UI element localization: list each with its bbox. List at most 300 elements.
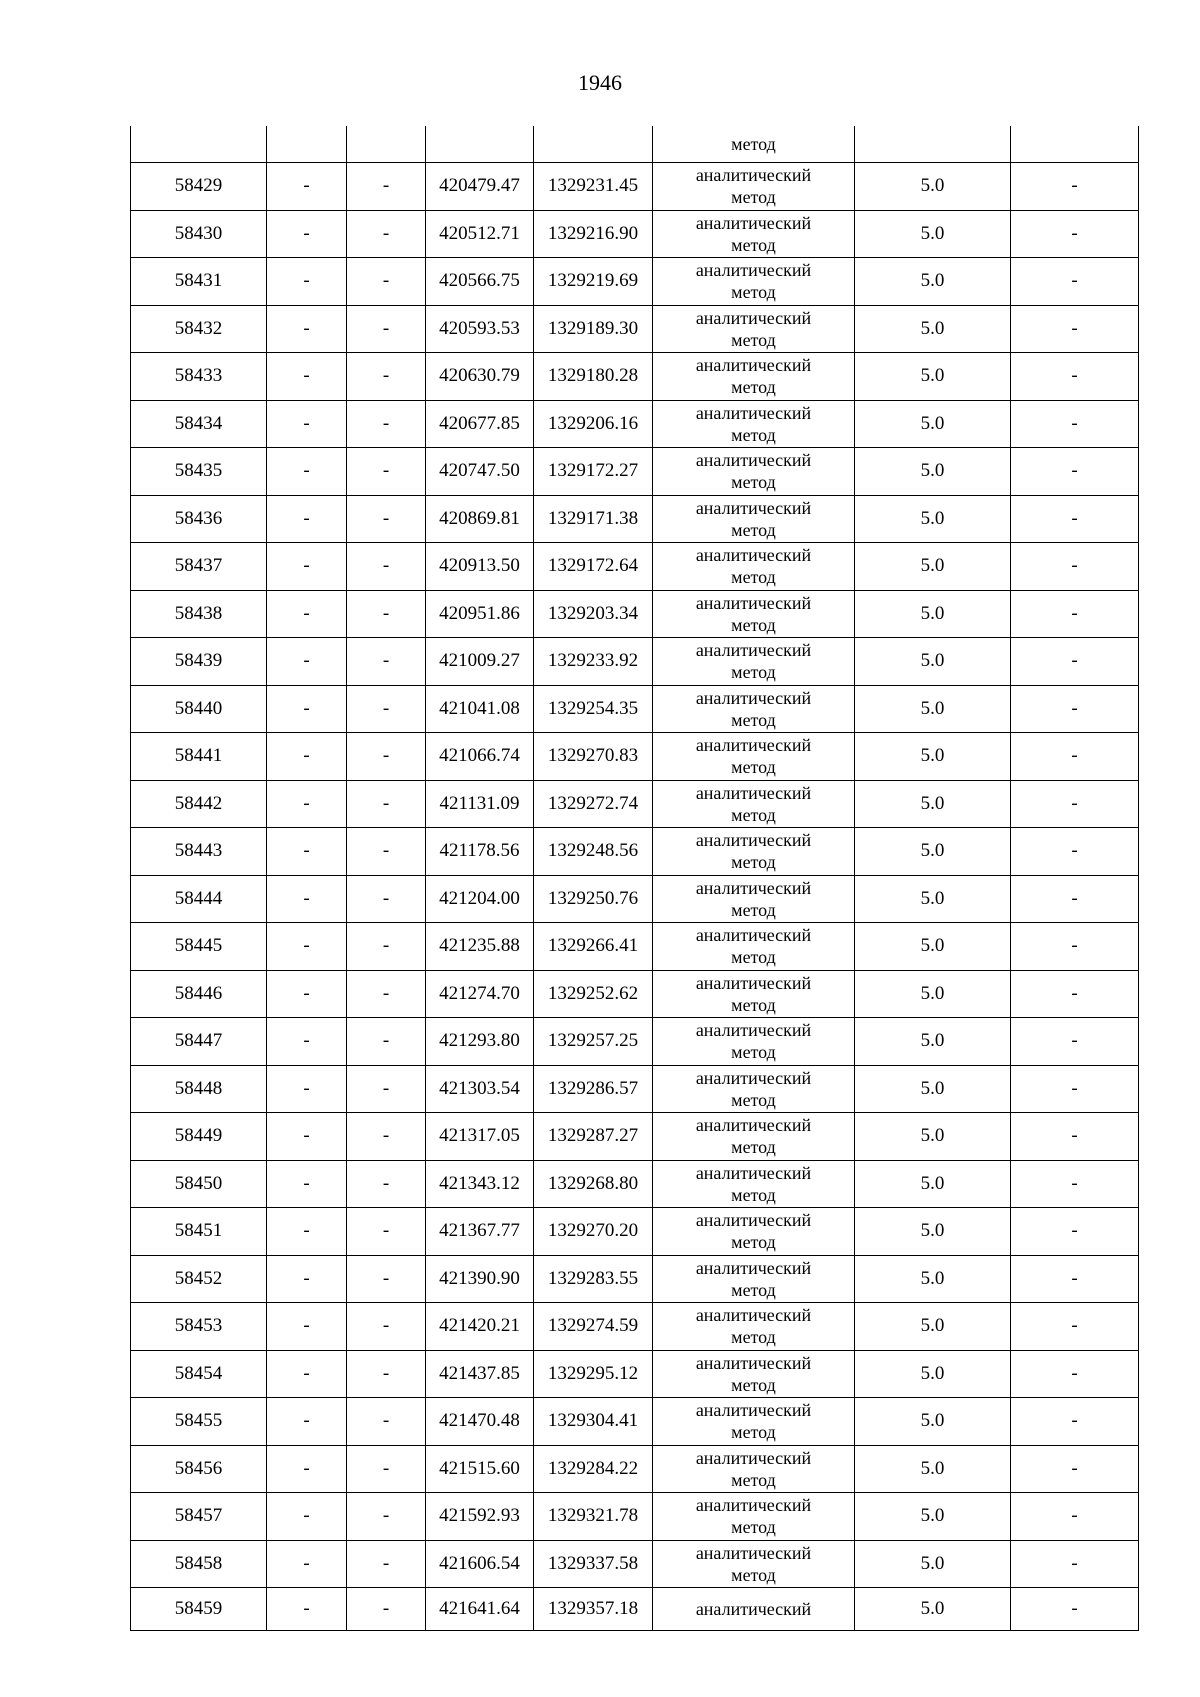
table-row — [131, 1445, 1139, 1493]
point-number-cell: 58429 — [131, 163, 267, 211]
dash-cell: - — [347, 875, 426, 923]
method-line-2: метод — [731, 662, 776, 683]
dash-cell: - — [267, 400, 347, 448]
dash-cell: - — [267, 1113, 347, 1161]
dash-cell: - — [267, 923, 347, 971]
x-coordinate-cell: 421606.54 — [426, 1540, 534, 1588]
method-cell: метод — [653, 126, 855, 163]
method-line-2: метод — [731, 1089, 776, 1110]
method-line-1: аналитический — [695, 687, 812, 708]
dash-cell: - — [1011, 353, 1139, 401]
point-number-cell: 58451 — [131, 1208, 267, 1256]
x-coordinate-cell: 421131.09 — [426, 780, 534, 828]
method-cell — [653, 590, 855, 638]
dash-cell: - — [267, 828, 347, 876]
dash-cell: - — [347, 1350, 426, 1398]
method-cell — [653, 780, 855, 828]
point-number-cell: 58446 — [131, 970, 267, 1018]
coordinates-table — [130, 126, 1139, 1631]
dash-cell: - — [1011, 1303, 1139, 1351]
y-coordinate-cell: 1329295.12 — [534, 1350, 653, 1398]
y-coordinate-cell: 1329172.27 — [534, 448, 653, 496]
dash-cell: - — [1011, 495, 1139, 543]
method-line-1: аналитический — [695, 1067, 812, 1088]
x-coordinate-cell: 421178.56 — [426, 828, 534, 876]
table-row — [131, 685, 1139, 733]
table-row — [131, 543, 1139, 591]
y-coordinate-cell: 1329250.76 — [534, 875, 653, 923]
y-coordinate-cell: 1329189.30 — [534, 305, 653, 353]
point-number-cell: 58448 — [131, 1065, 267, 1113]
y-coordinate-cell: 1329172.64 — [534, 543, 653, 591]
method-line-2: метод — [731, 947, 776, 968]
accuracy-cell: 5.0 — [855, 163, 1011, 211]
table-row — [131, 210, 1139, 258]
y-coordinate-cell: 1329216.90 — [534, 210, 653, 258]
method-line-2: метод — [731, 1564, 776, 1585]
y-coordinate-cell: 1329272.74 — [534, 780, 653, 828]
dash-cell: - — [1011, 400, 1139, 448]
method-cell — [653, 733, 855, 781]
accuracy-cell: 5.0 — [855, 1018, 1011, 1066]
dash-cell: - — [267, 1445, 347, 1493]
point-number-cell: 58434 — [131, 400, 267, 448]
dash-cell: - — [267, 210, 347, 258]
x-coordinate-cell: 421390.90 — [426, 1255, 534, 1303]
y-coordinate-cell: 1329180.28 — [534, 353, 653, 401]
dash-cell: - — [1011, 1493, 1139, 1541]
method-line-2: метод — [731, 1469, 776, 1490]
dash-cell: - — [1011, 210, 1139, 258]
table-row — [131, 1493, 1139, 1541]
dash-cell: - — [347, 1445, 426, 1493]
point-number-cell: 58444 — [131, 875, 267, 923]
y-coordinate-cell: 1329321.78 — [534, 1493, 653, 1541]
point-number-cell: 58445 — [131, 923, 267, 971]
dash-cell: - — [267, 875, 347, 923]
method-line-2: метод — [731, 994, 776, 1015]
table-row — [131, 1160, 1139, 1208]
method-line-2: метод — [731, 519, 776, 540]
point-number-cell: 58453 — [131, 1303, 267, 1351]
y-coordinate-cell: 1329252.62 — [534, 970, 653, 1018]
x-coordinate-cell: 421274.70 — [426, 970, 534, 1018]
x-coordinate-cell: 421592.93 — [426, 1493, 534, 1541]
dash-cell: - — [267, 448, 347, 496]
table-row — [131, 400, 1139, 448]
dash-cell: - — [1011, 1588, 1139, 1631]
method-line-2: метод — [731, 1184, 776, 1205]
accuracy-cell: 5.0 — [855, 780, 1011, 828]
method-line-2: метод — [731, 709, 776, 730]
x-coordinate-cell: 421367.77 — [426, 1208, 534, 1256]
accuracy-cell: 5.0 — [855, 875, 1011, 923]
method-line-2: метод — [731, 804, 776, 825]
method-cell — [653, 1398, 855, 1446]
dash-cell: - — [347, 685, 426, 733]
method-line-2: метод — [731, 472, 776, 493]
x-coordinate-cell: 421343.12 — [426, 1160, 534, 1208]
method-line-1: аналитический — [695, 1400, 812, 1421]
y-coordinate-cell: 1329268.80 — [534, 1160, 653, 1208]
accuracy-cell: 5.0 — [855, 305, 1011, 353]
table-row — [131, 1065, 1139, 1113]
dash-cell: - — [347, 1493, 426, 1541]
dash-cell: - — [267, 1255, 347, 1303]
point-number-cell: 58433 — [131, 353, 267, 401]
method-line-2: метод — [731, 1042, 776, 1063]
accuracy-cell: 5.0 — [855, 210, 1011, 258]
point-number-cell: 58449 — [131, 1113, 267, 1161]
accuracy-cell: 5.0 — [855, 1255, 1011, 1303]
point-number-cell: 58450 — [131, 1160, 267, 1208]
dash-cell: - — [267, 733, 347, 781]
table-cell — [855, 126, 1011, 163]
x-coordinate-cell: 421235.88 — [426, 923, 534, 971]
method-cell — [653, 1018, 855, 1066]
dash-cell: - — [267, 590, 347, 638]
method-line-1: аналитический — [695, 877, 812, 898]
dash-cell: - — [347, 1208, 426, 1256]
dash-cell: - — [267, 685, 347, 733]
method-line-2: метод — [731, 1517, 776, 1538]
x-coordinate-cell: 421437.85 — [426, 1350, 534, 1398]
y-coordinate-cell: 1329233.92 — [534, 638, 653, 686]
method-line-2: метод — [731, 234, 776, 255]
table-body — [131, 126, 1139, 1631]
x-coordinate-cell: 421293.80 — [426, 1018, 534, 1066]
dash-cell: - — [1011, 1540, 1139, 1588]
point-number-cell: 58438 — [131, 590, 267, 638]
method-line-2: метод — [731, 424, 776, 445]
method-cell — [653, 685, 855, 733]
dash-cell: - — [267, 1493, 347, 1541]
y-coordinate-cell: 1329283.55 — [534, 1255, 653, 1303]
table-row — [131, 875, 1139, 923]
accuracy-cell: 5.0 — [855, 353, 1011, 401]
x-coordinate-cell: 420951.86 — [426, 590, 534, 638]
y-coordinate-cell: 1329274.59 — [534, 1303, 653, 1351]
method-line-1: аналитический — [695, 450, 812, 471]
accuracy-cell: 5.0 — [855, 543, 1011, 591]
x-coordinate-cell: 421515.60 — [426, 1445, 534, 1493]
dash-cell: - — [1011, 258, 1139, 306]
dash-cell: - — [347, 400, 426, 448]
dash-cell: - — [1011, 1018, 1139, 1066]
table-cell — [267, 126, 347, 163]
dash-cell: - — [267, 163, 347, 211]
x-coordinate-cell: 420869.81 — [426, 495, 534, 543]
point-number-cell: 58430 — [131, 210, 267, 258]
method-line-1: аналитический — [695, 497, 812, 518]
dash-cell: - — [267, 543, 347, 591]
accuracy-cell: 5.0 — [855, 1398, 1011, 1446]
accuracy-cell: 5.0 — [855, 828, 1011, 876]
y-coordinate-cell: 1329254.35 — [534, 685, 653, 733]
method-cell — [653, 163, 855, 211]
x-coordinate-cell: 420913.50 — [426, 543, 534, 591]
method-line-1: аналитический — [695, 830, 812, 851]
y-coordinate-cell: 1329286.57 — [534, 1065, 653, 1113]
method-line-1: аналитический — [695, 1447, 812, 1468]
dash-cell: - — [1011, 733, 1139, 781]
method-line-1: аналитический — [695, 355, 812, 376]
y-coordinate-cell: 1329270.20 — [534, 1208, 653, 1256]
accuracy-cell: 5.0 — [855, 1065, 1011, 1113]
method-cell — [653, 1255, 855, 1303]
x-coordinate-cell: 421420.21 — [426, 1303, 534, 1351]
dash-cell: - — [347, 638, 426, 686]
table-row — [131, 970, 1139, 1018]
y-coordinate-cell: 1329206.16 — [534, 400, 653, 448]
method-cell — [653, 828, 855, 876]
y-coordinate-cell: 1329337.58 — [534, 1540, 653, 1588]
method-line-2: метод — [731, 1279, 776, 1300]
dash-cell: - — [1011, 1160, 1139, 1208]
dash-cell: - — [347, 1255, 426, 1303]
method-line-2: метод — [731, 1327, 776, 1348]
table-cell — [347, 126, 426, 163]
method-line-1: аналитический — [695, 307, 812, 328]
table-cell — [131, 126, 267, 163]
point-number-cell: 58435 — [131, 448, 267, 496]
dash-cell: - — [347, 1113, 426, 1161]
accuracy-cell: 5.0 — [855, 1160, 1011, 1208]
dash-cell: - — [267, 1208, 347, 1256]
method-line-1: аналитический — [695, 1542, 812, 1563]
dash-cell: - — [1011, 590, 1139, 638]
table-row — [131, 448, 1139, 496]
method-line-2: метод — [731, 282, 776, 303]
method-cell — [653, 1065, 855, 1113]
table-row — [131, 163, 1139, 211]
dash-cell: - — [267, 1018, 347, 1066]
method-line-1: аналитический — [695, 1162, 812, 1183]
method-cell — [653, 1160, 855, 1208]
y-coordinate-cell: 1329266.41 — [534, 923, 653, 971]
method-cell — [653, 353, 855, 401]
method-line-2: метод — [731, 187, 776, 208]
table-row — [131, 1018, 1139, 1066]
dash-cell: - — [1011, 1255, 1139, 1303]
table-row — [131, 305, 1139, 353]
dash-cell: - — [267, 970, 347, 1018]
method-cell — [653, 1208, 855, 1256]
y-coordinate-cell: 1329219.69 — [534, 258, 653, 306]
method-line-2: метод — [731, 1232, 776, 1253]
dash-cell: - — [347, 1303, 426, 1351]
x-coordinate-cell: 420677.85 — [426, 400, 534, 448]
accuracy-cell: 5.0 — [855, 1493, 1011, 1541]
point-number-cell: 58437 — [131, 543, 267, 591]
x-coordinate-cell: 420479.47 — [426, 163, 534, 211]
table-row — [131, 1398, 1139, 1446]
x-coordinate-cell: 421317.05 — [426, 1113, 534, 1161]
table-row — [131, 1255, 1139, 1303]
dash-cell: - — [267, 1398, 347, 1446]
table-row — [131, 1350, 1139, 1398]
accuracy-cell: 5.0 — [855, 970, 1011, 1018]
method-line-1: аналитический — [695, 1020, 812, 1041]
method-line-1: аналитический — [695, 1210, 812, 1231]
method-cell — [653, 258, 855, 306]
dash-cell: - — [1011, 875, 1139, 923]
dash-cell: - — [347, 495, 426, 543]
method-cell — [653, 970, 855, 1018]
accuracy-cell: 5.0 — [855, 1350, 1011, 1398]
method-cell — [653, 1303, 855, 1351]
accuracy-cell: 5.0 — [855, 685, 1011, 733]
method-line-2: метод — [731, 377, 776, 398]
point-number-cell: 58443 — [131, 828, 267, 876]
table-row — [131, 780, 1139, 828]
point-number-cell: 58454 — [131, 1350, 267, 1398]
dash-cell: - — [1011, 1398, 1139, 1446]
method-line-2: метод — [731, 567, 776, 588]
dash-cell: - — [347, 1065, 426, 1113]
dash-cell: - — [1011, 543, 1139, 591]
point-number-cell: 58439 — [131, 638, 267, 686]
table-row — [131, 828, 1139, 876]
method-line-1: аналитический — [695, 1352, 812, 1373]
x-coordinate-cell: 421641.64 — [426, 1588, 534, 1631]
point-number-cell: 58442 — [131, 780, 267, 828]
method-line-2: метод — [731, 1137, 776, 1158]
dash-cell: - — [1011, 970, 1139, 1018]
method-line-1: аналитический — [695, 545, 812, 566]
dash-cell: - — [1011, 1445, 1139, 1493]
method-line-2: метод — [731, 614, 776, 635]
dash-cell: - — [267, 1303, 347, 1351]
method-line-2: метод — [731, 329, 776, 350]
method-cell — [653, 495, 855, 543]
dash-cell: - — [1011, 305, 1139, 353]
dash-cell: - — [267, 1065, 347, 1113]
x-coordinate-cell: 420593.53 — [426, 305, 534, 353]
y-coordinate-cell: 1329304.41 — [534, 1398, 653, 1446]
method-cell — [653, 210, 855, 258]
accuracy-cell: 5.0 — [855, 590, 1011, 638]
table-row — [131, 1588, 1139, 1631]
dash-cell: - — [1011, 1350, 1139, 1398]
dash-cell: - — [347, 780, 426, 828]
table-row — [131, 1540, 1139, 1588]
table-row — [131, 733, 1139, 781]
table-row — [131, 923, 1139, 971]
dash-cell: - — [347, 733, 426, 781]
dash-cell: - — [1011, 828, 1139, 876]
x-coordinate-cell: 420747.50 — [426, 448, 534, 496]
dash-cell: - — [347, 1398, 426, 1446]
dash-cell: - — [267, 258, 347, 306]
method-cell — [653, 305, 855, 353]
accuracy-cell: 5.0 — [855, 1113, 1011, 1161]
table-row — [131, 638, 1139, 686]
accuracy-cell: 5.0 — [855, 495, 1011, 543]
accuracy-cell: 5.0 — [855, 1303, 1011, 1351]
accuracy-cell: 5.0 — [855, 448, 1011, 496]
method-line-2: метод — [731, 852, 776, 873]
method-line-1: аналитический — [695, 1599, 812, 1619]
method-cell — [653, 1113, 855, 1161]
dash-cell: - — [267, 1540, 347, 1588]
table-cell — [1011, 126, 1139, 163]
point-number-cell: 58452 — [131, 1255, 267, 1303]
accuracy-cell: 5.0 — [855, 1540, 1011, 1588]
dash-cell: - — [347, 163, 426, 211]
accuracy-cell: 5.0 — [855, 638, 1011, 686]
dash-cell: - — [1011, 923, 1139, 971]
dash-cell: - — [1011, 638, 1139, 686]
dash-cell: - — [267, 638, 347, 686]
x-coordinate-cell: 421009.27 — [426, 638, 534, 686]
dash-cell: - — [347, 1160, 426, 1208]
x-coordinate-cell: 421303.54 — [426, 1065, 534, 1113]
method-line-2: метод — [731, 1422, 776, 1443]
point-number-cell: 58441 — [131, 733, 267, 781]
x-coordinate-cell: 421066.74 — [426, 733, 534, 781]
dash-cell: - — [347, 590, 426, 638]
accuracy-cell: 5.0 — [855, 1445, 1011, 1493]
x-coordinate-cell: 421041.08 — [426, 685, 534, 733]
dash-cell: - — [347, 923, 426, 971]
x-coordinate-cell: 420630.79 — [426, 353, 534, 401]
dash-cell: - — [347, 1588, 426, 1631]
method-cell — [653, 1588, 855, 1631]
method-cell — [653, 1350, 855, 1398]
accuracy-cell: 5.0 — [855, 1588, 1011, 1631]
dash-cell: - — [1011, 448, 1139, 496]
y-coordinate-cell: 1329257.25 — [534, 1018, 653, 1066]
point-number-cell: 58457 — [131, 1493, 267, 1541]
method-line-2: метод — [731, 1374, 776, 1395]
point-number-cell: 58455 — [131, 1398, 267, 1446]
method-line-1: аналитический — [695, 972, 812, 993]
dash-cell: - — [1011, 685, 1139, 733]
dash-cell: - — [267, 1350, 347, 1398]
point-number-cell: 58436 — [131, 495, 267, 543]
method-line-1: аналитический — [695, 735, 812, 756]
method-line-1: аналитический — [695, 165, 812, 186]
accuracy-cell: 5.0 — [855, 258, 1011, 306]
dash-cell: - — [347, 970, 426, 1018]
method-line-1: аналитический — [695, 1495, 812, 1516]
table-row — [131, 495, 1139, 543]
x-coordinate-cell: 421470.48 — [426, 1398, 534, 1446]
method-line-1: аналитический — [695, 640, 812, 661]
dash-cell: - — [267, 495, 347, 543]
method-line-1: аналитический — [695, 260, 812, 281]
x-coordinate-cell: 420566.75 — [426, 258, 534, 306]
point-number-cell: 58440 — [131, 685, 267, 733]
dash-cell: - — [347, 1540, 426, 1588]
table-row — [131, 1303, 1139, 1351]
method-line-1: аналитический — [695, 592, 812, 613]
method-cell — [653, 543, 855, 591]
dash-cell: - — [1011, 780, 1139, 828]
point-number-cell: 58459 — [131, 1588, 267, 1631]
dash-cell: - — [347, 448, 426, 496]
dash-cell: - — [267, 353, 347, 401]
y-coordinate-cell: 1329357.18 — [534, 1588, 653, 1631]
dash-cell: - — [1011, 163, 1139, 211]
y-coordinate-cell: 1329248.56 — [534, 828, 653, 876]
method-line-1: аналитический — [695, 1305, 812, 1326]
y-coordinate-cell: 1329171.38 — [534, 495, 653, 543]
y-coordinate-cell: 1329284.22 — [534, 1445, 653, 1493]
table-row — [131, 258, 1139, 306]
dash-cell: - — [347, 305, 426, 353]
